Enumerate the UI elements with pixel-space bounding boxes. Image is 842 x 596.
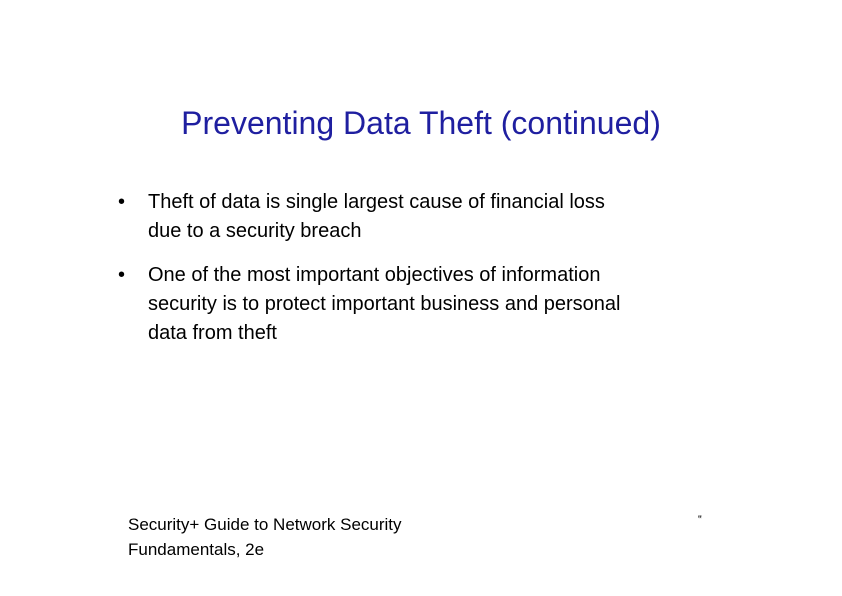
bullet-marker: • [118, 191, 126, 213]
bullet-item [118, 261, 758, 348]
footer-text: Security+ Guide to Network Security Fundamentals, 2e [128, 515, 402, 559]
slide-title: Preventing Data Theft (continued) [181, 105, 661, 141]
bullet-marker: • [118, 264, 126, 286]
bullet-text: Theft of data is single largest cause of financial loss due to a security breach [148, 191, 605, 242]
bullet-text: One of the most important objectives of information security is to protect important business and personal data from theft [148, 264, 621, 344]
page-number: ‟ [698, 513, 702, 527]
bullet-item [118, 188, 758, 246]
bullet-list [118, 188, 758, 363]
